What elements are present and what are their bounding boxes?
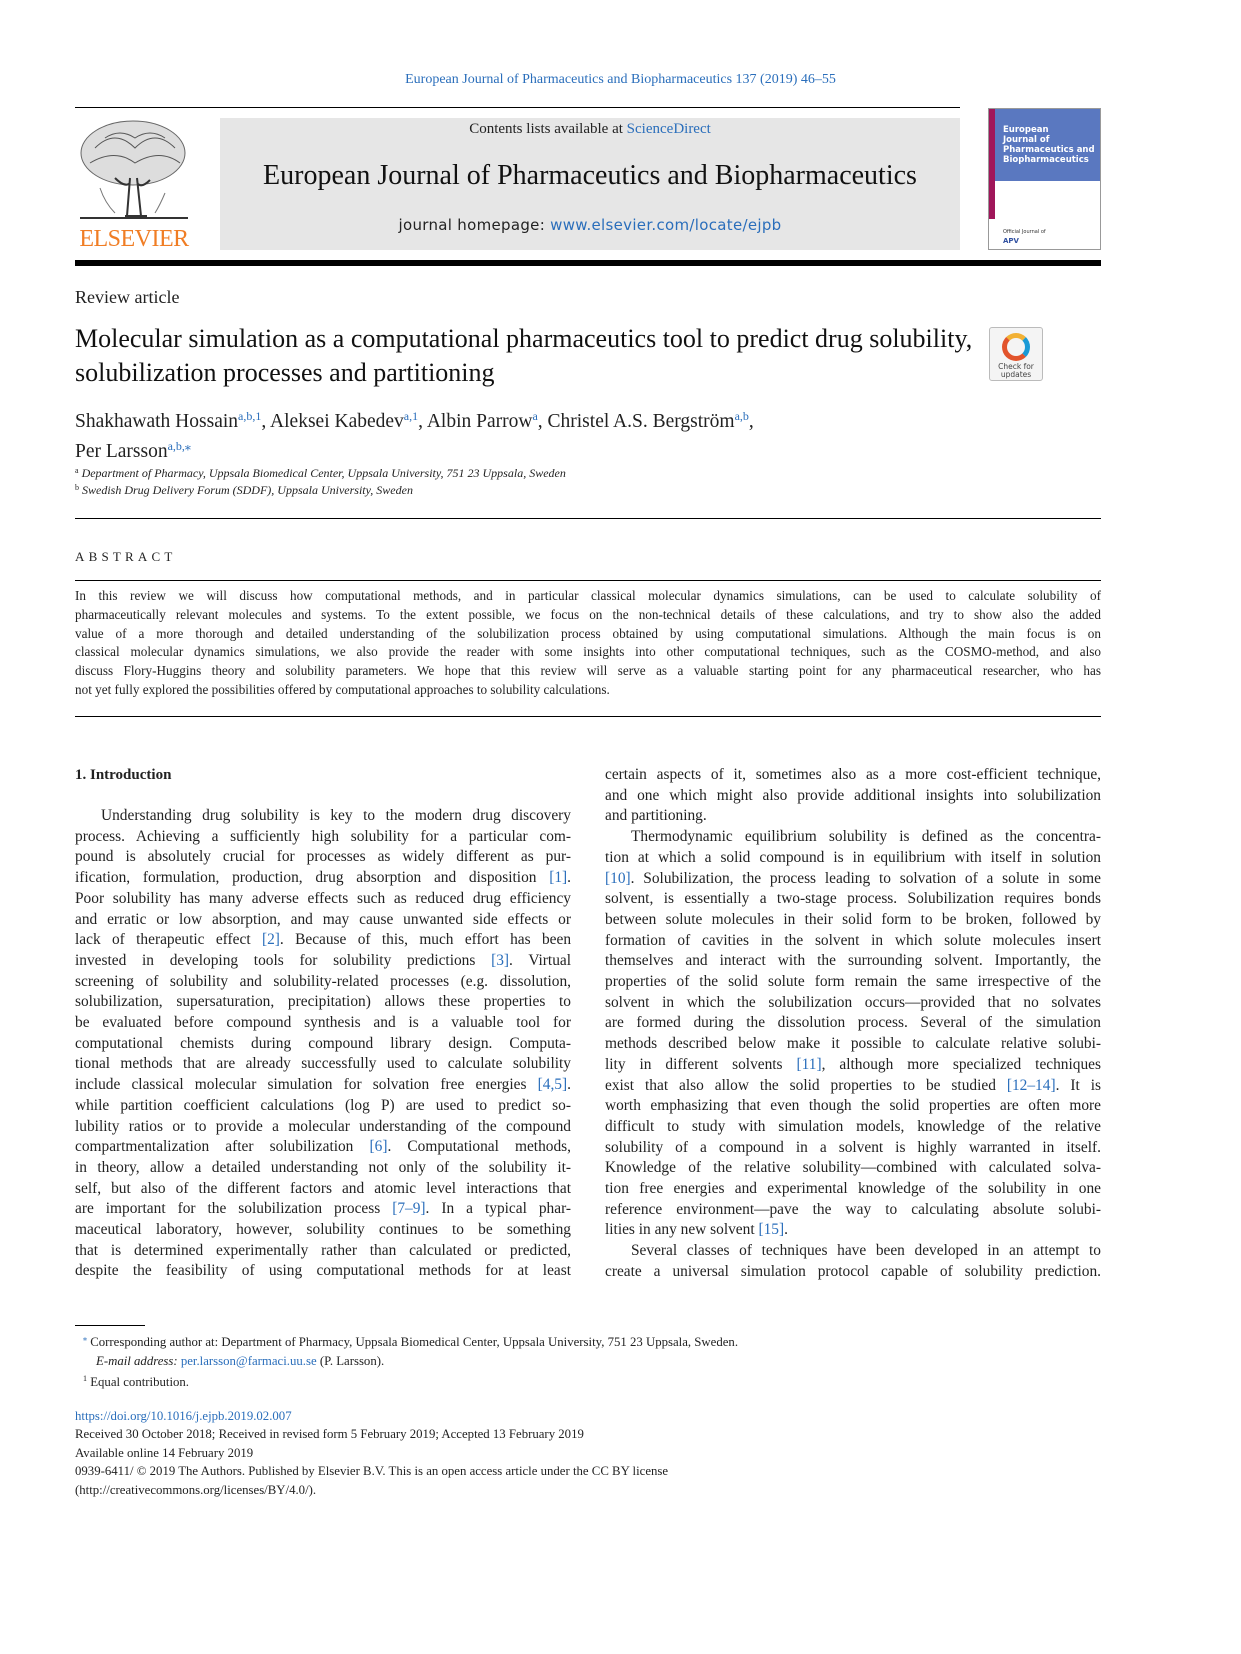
text-line: self, but also of the different factors and atomic level interactions that	[75, 1179, 571, 1197]
affiliation	[75, 483, 413, 498]
section-heading: 1. Introduction	[75, 767, 172, 783]
text-line: [10]. Solubilization, the process leading to solvation of a solute in some	[605, 869, 1101, 887]
elsevier-logo	[75, 118, 193, 253]
citation-link[interactable]: [12–14]	[1006, 1076, 1056, 1094]
text-line: create a universal simulation protocol capable of solubility prediction.	[605, 1262, 1101, 1280]
text-line: formation of cavities in the solvent in which solute molecules insert	[605, 931, 1101, 949]
elsevier-tree-icon	[75, 118, 193, 223]
equal-text: Equal contribution.	[90, 1375, 190, 1389]
homepage-line	[220, 216, 960, 234]
text-line: solubility of a compound in a solvent is highly warranted in itself.	[605, 1138, 1101, 1156]
text-line: classical molecular dynamics simulations, we also provide the reader with some insights into other computational techniques, such as the COSMO-method, and also	[75, 644, 1101, 660]
divider	[75, 716, 1101, 717]
text-line: invested in developing tools for solubility predictions [3]. Virtual	[75, 951, 572, 969]
text-line: not yet fully explored the possibilities offered by computational approaches to solubility calculations.	[75, 681, 610, 697]
text-line: and erratic or low absorption, and may cause unwanted side effects or	[75, 910, 571, 928]
text-line: reference environment—pave the way to calculating absolute solubi-	[605, 1200, 1101, 1218]
received-dates: Received 30 October 2018; Received in revised form 5 February 2019; Accepted 13 February 2019	[75, 1427, 584, 1441]
text-line: include classical molecular simulation for solvation free energies [4,5].	[75, 1076, 571, 1094]
email-link[interactable]: per.larsson@farmaci.uu.se	[180, 1353, 317, 1368]
crossmark-icon	[1002, 333, 1030, 361]
affiliation	[75, 466, 566, 481]
author-separator: ,	[418, 411, 427, 432]
paragraph	[605, 1241, 1101, 1282]
sciencedirect-link[interactable]: ScienceDirect	[626, 121, 711, 137]
cover-title-line: Pharmaceutics and	[1003, 145, 1095, 155]
text-line: Poor solubility has many adverse effects such as reduced drug efficiency	[75, 889, 571, 907]
text-line: lack of therapeutic effect [2]. Because of this, much effort has been	[75, 931, 572, 949]
text-line: that is determined experimentally rather than calculated or predicted,	[75, 1241, 571, 1259]
cover-society: APV	[1003, 237, 1019, 245]
text-line: value of a more thorough and detailed understanding of the solubilization process obtained by using computational simulations. Although the main focus is on	[75, 625, 1101, 641]
article-title: Molecular simulation as a computational pharmaceutics tool to predict drug solubility, solubilization processes and partitioning	[75, 324, 973, 387]
text-line: screening of solubility and solubility-related processes (e.g. dissolution,	[75, 972, 571, 990]
citation-link[interactable]: [10]	[605, 869, 631, 887]
author-name: Shakhawath Hossain	[75, 411, 239, 432]
text-line: certain aspects of it, sometimes also as a more cost-efficient technique,	[605, 766, 1101, 783]
author-affiliation-marks[interactable]: a,b	[734, 409, 749, 423]
journal-banner	[220, 118, 960, 250]
email-suffix: (P. Larsson).	[316, 1353, 385, 1368]
check-for-updates-badge[interactable]	[989, 327, 1043, 381]
text-line: despite the feasibility of using computational methods for at least	[75, 1262, 571, 1280]
equal-footnote	[75, 1370, 1101, 1392]
text-line: solvent, is essentially a two-stage process. Solubilization requires bonds	[605, 890, 1101, 908]
homepage-link[interactable]: www.elsevier.com/locate/ejpb	[550, 216, 782, 234]
crossmark-label: Check for updates	[998, 362, 1034, 379]
text-line: lity in different solvents [11], although more specialized techniques	[605, 1055, 1101, 1073]
text-line: discuss Flory-Huggins theory and solubility parameters. We hope that this review will serve as a valuable starting point for any pharmaceutical researcher, who has	[75, 663, 1101, 679]
text-line: pound is absolutely crucial for processes as widely different as pur-	[75, 848, 571, 866]
text-line: Several classes of techniques have been developed in an attempt to	[631, 1242, 1101, 1260]
cover-title-line: Journal of	[1003, 135, 1050, 145]
text-line: maceutical laboratory, however, solubility continues to be something	[75, 1221, 571, 1239]
cover-title	[1003, 125, 1095, 165]
corresponding-footnote	[75, 1330, 1101, 1352]
homepage-prefix: journal homepage:	[398, 216, 551, 234]
corresponding-text: Corresponding author at: Department of Pharmacy, Uppsala Biomedical Center, Uppsala University, 751 23 Uppsala, Sweden.	[90, 1335, 739, 1349]
paragraph	[605, 827, 1101, 1241]
cover-official: Official Journal of	[1003, 229, 1046, 235]
contents-line	[220, 121, 960, 138]
text-line: exist that also allow the solid properties to be studied [12–14]. It is	[605, 1076, 1101, 1094]
author-list	[75, 404, 975, 464]
author-affiliation-marks[interactable]: a	[532, 409, 538, 423]
available-online: Available online 14 February 2019	[75, 1445, 254, 1460]
paragraph	[605, 765, 1101, 827]
text-line: In this review we will discuss how computational methods, and in particular classical molecular dynamics simulations, can be used to calculate solubility of	[75, 588, 1101, 603]
text-line: themselves and interact with the surrounding solvent. Importantly, the	[605, 952, 1101, 970]
cover-title-line: Biopharmaceutics	[1003, 155, 1089, 165]
affiliation-mark: a	[75, 466, 79, 475]
text-line: tional methods that are already successfully used to calculate solubility	[75, 1055, 571, 1073]
citation-link[interactable]: [11]	[796, 1055, 822, 1073]
text-line: in theory, allow a detailed understanding not only of the solubility it-	[75, 1158, 571, 1176]
text-line: Knowledge of the relative solubility—combined with calculated solva-	[605, 1159, 1101, 1177]
author-name: Christel A.S. Bergström	[547, 411, 735, 432]
header-rule	[75, 107, 960, 108]
footnote-mark: 1	[83, 1374, 87, 1383]
author-name: Aleksei Kabedev	[270, 411, 404, 432]
text-line: ification, formulation, production, drug absorption and disposition [1].	[75, 869, 571, 887]
text-line: computational chemists during compound library design. Computa-	[75, 1034, 571, 1052]
right-column	[605, 765, 1101, 1283]
license-url: (http://creativecommons.org/licenses/BY/4.0/).	[75, 1482, 317, 1497]
author-separator: ,	[537, 411, 548, 432]
footnotes	[75, 1330, 1101, 1499]
footnote-mark: ⁎	[83, 1334, 87, 1343]
divider	[75, 518, 1101, 519]
author-affiliation-marks[interactable]: a,b,⁎	[167, 439, 191, 453]
text-line: and one which might also provide additional insights into solubilization	[605, 786, 1101, 804]
text-line: solvent in which the solubilization occurs—provided that no solvates	[605, 993, 1101, 1011]
text-line: Thermodynamic equilibrium solubility is defined as the concentra-	[631, 828, 1101, 846]
elsevier-wordmark: ELSEVIER	[79, 226, 189, 252]
text-line: process. Achieving a sufficiently high solubility for a particular com-	[75, 827, 571, 845]
text-line: methods described below make it possible to calculate relative solubi-	[605, 1035, 1101, 1053]
article-type: Review article	[75, 287, 180, 307]
text-line: worth emphasizing that even though the solid properties are often more	[605, 1097, 1101, 1115]
author-name: Albin Parrow	[426, 411, 533, 432]
citation-link[interactable]: [15]	[758, 1221, 785, 1239]
text-line: and partitioning.	[605, 807, 707, 825]
left-column	[75, 806, 571, 1282]
footnote-rule	[75, 1325, 145, 1326]
author-name: Per Larsson	[75, 441, 168, 462]
citation-link[interactable]: [1]	[549, 869, 568, 887]
journal-citation[interactable]: European Journal of Pharmaceutics and Biopharmaceutics 137 (2019) 46–55	[405, 72, 836, 87]
text-line: solubilization, supersaturation, precipitation) allows these properties to	[75, 993, 571, 1011]
citation-link[interactable]: [6]	[369, 1138, 388, 1156]
text-line: compartmentalization after solubilization [6]. Computational methods,	[75, 1138, 572, 1156]
affiliation-text: Swedish Drug Delivery Forum (SDDF), Uppsala University, Sweden	[82, 483, 413, 497]
email-label: E-mail address:	[96, 1353, 178, 1368]
author-separator: ,	[261, 411, 271, 432]
text-line: are important for the solubilization process [7–9]. In a typical phar-	[75, 1200, 572, 1218]
header-thick-bar	[75, 260, 1101, 266]
contents-prefix: Contents lists available at	[469, 121, 627, 137]
journal-cover-thumbnail	[988, 108, 1101, 250]
citation-link[interactable]: [2]	[261, 931, 280, 949]
citation-link[interactable]: [3]	[491, 951, 510, 969]
author-affiliation-marks[interactable]: a,b,1	[238, 409, 262, 423]
email-footnote	[75, 1352, 1101, 1371]
affiliation-mark: b	[75, 483, 79, 492]
text-line: Understanding drug solubility is key to the modern drug discovery	[101, 807, 571, 824]
author-separator: ,	[748, 411, 754, 432]
divider	[75, 580, 1101, 581]
cover-title-line: European	[1003, 125, 1049, 135]
text-line: tion free energies and experimental knowledge of the solubility in one	[605, 1180, 1101, 1198]
text-line: lities in any new solvent [15].	[605, 1221, 788, 1239]
affiliation-text: Department of Pharmacy, Uppsala Biomedical Center, Uppsala University, 751 23 Uppsala, Sweden	[81, 466, 566, 480]
doi-link[interactable]: https://doi.org/10.1016/j.ejpb.2019.02.007	[75, 1408, 292, 1423]
text-line: are formed during the dissolution process. Several of the simulation	[605, 1014, 1101, 1032]
license-text: 0939-6411/ © 2019 The Authors. Published by Elsevier B.V. This is an open access article under the CC BY license	[75, 1464, 669, 1478]
paragraph	[75, 806, 571, 1282]
text-line: between solute molecules in their solid form to be broken, followed by	[605, 910, 1101, 928]
author-affiliation-marks[interactable]: a,1	[403, 409, 419, 423]
text-line: difficult to study with simulation models, knowledge of the relative	[605, 1117, 1101, 1135]
abstract-heading: ABSTRACT	[75, 549, 177, 564]
abstract-text	[75, 587, 1101, 700]
text-line: lubility ratios or to provide a molecular understanding of the compound	[75, 1117, 571, 1135]
text-line: properties of the solid solute form remain the same irrespective of the	[605, 973, 1101, 991]
journal-title: European Journal of Pharmaceutics and Biopharmaceutics	[263, 160, 917, 191]
text-line: pharmaceutically relevant molecules and systems. To the extent possible, we focus on the non-technical details of these calculations, and try to show also the added	[75, 606, 1101, 622]
text-line: while partition coefficient calculations (log P) are used to predict so-	[75, 1096, 571, 1114]
text-line: be evaluated before compound synthesis and is a valuable tool for	[75, 1014, 571, 1032]
citation-link[interactable]: [7–9]	[392, 1200, 426, 1218]
citation-link[interactable]: [4,5]	[537, 1076, 568, 1094]
text-line: tion at which a solid compound is in equilibrium with itself in solution	[605, 848, 1101, 866]
